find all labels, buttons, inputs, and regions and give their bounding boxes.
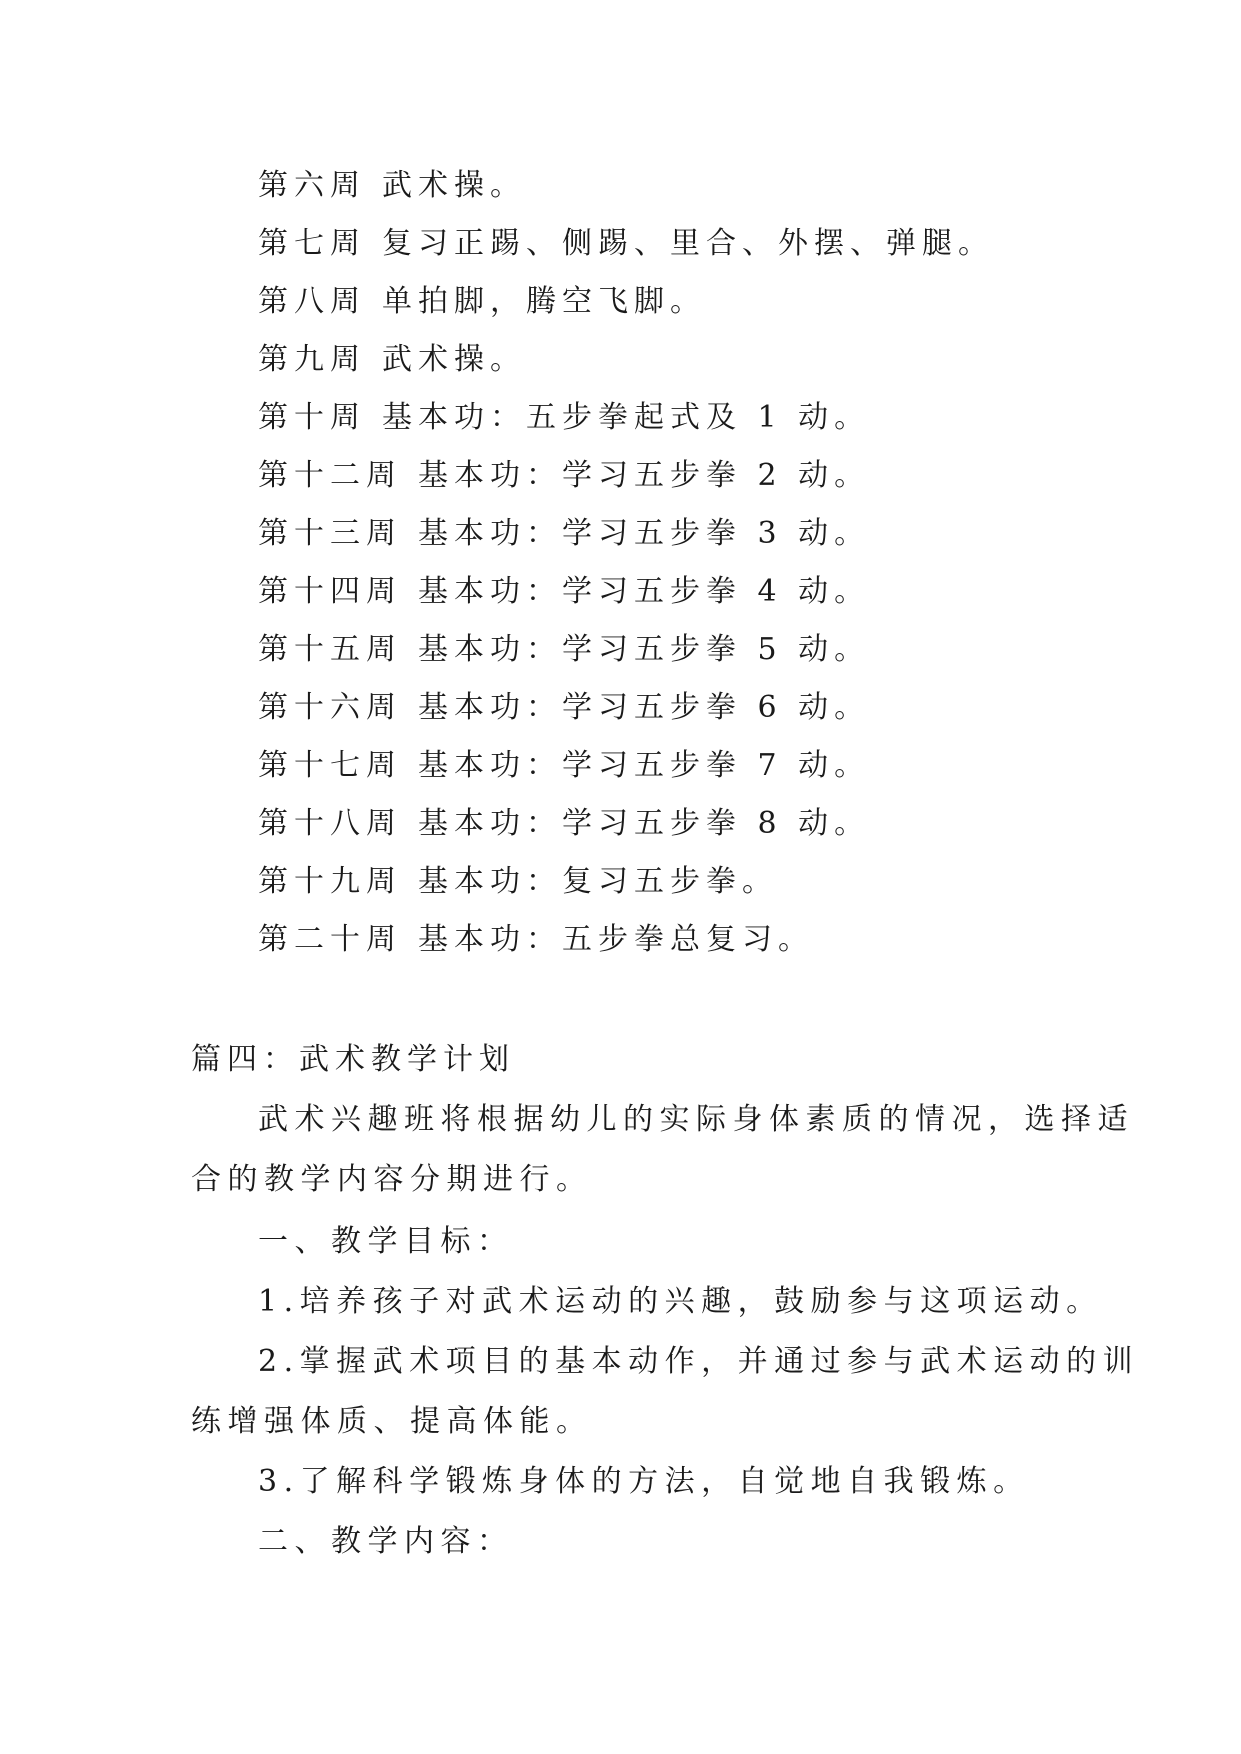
week-content: 基本功：复习五步拳。	[418, 864, 778, 899]
schedule-line	[258, 447, 1158, 505]
week-label: 第十八周	[258, 806, 402, 841]
week-content: 武术操。	[382, 342, 526, 377]
week-label: 第十六周	[258, 690, 402, 725]
section-title: 篇四：武术教学计划	[191, 1042, 515, 1077]
week-label: 第十五周	[258, 632, 402, 667]
week-label: 第十二周	[258, 458, 402, 493]
week-content: 复习正踢、侧踢、里合、外摆、弹腿。	[382, 226, 994, 261]
schedule-line	[258, 795, 1158, 853]
schedule-line	[258, 621, 1158, 679]
goals-heading: 一、教学目标：	[258, 1224, 514, 1259]
weekly-schedule	[258, 157, 1158, 969]
goal-item-continuation: 练增强体质、提高体能。	[191, 1404, 593, 1439]
section-teaching-plan	[191, 1030, 1140, 1572]
intro-paragraph-line: 合的教学内容分期进行。	[191, 1162, 593, 1197]
schedule-line	[258, 505, 1158, 563]
schedule-line	[258, 331, 1158, 389]
week-content: 武术操。	[382, 168, 526, 203]
week-content: 基本功：学习五步拳 5 动。	[418, 632, 871, 667]
week-label: 第十七周	[258, 748, 402, 783]
content-heading: 二、教学内容：	[258, 1524, 514, 1559]
week-label: 第六周	[258, 168, 366, 203]
week-label: 第十四周	[258, 574, 402, 609]
week-label: 第二十周	[258, 922, 402, 957]
schedule-line	[258, 157, 1158, 215]
goal-item: 3.了解科学锻炼身体的方法，自觉地自我锻炼。	[258, 1464, 1030, 1499]
schedule-line	[258, 679, 1158, 737]
goal-item: 2.掌握武术项目的基本动作，并通过参与武术运动的训	[258, 1344, 1140, 1379]
week-content: 基本功：五步拳起式及 1 动。	[382, 400, 871, 435]
week-label: 第九周	[258, 342, 366, 377]
week-content: 基本功：五步拳总复习。	[418, 922, 814, 957]
week-content: 基本功：学习五步拳 8 动。	[418, 806, 871, 841]
schedule-line	[258, 853, 1158, 911]
week-label: 第七周	[258, 226, 366, 261]
week-content: 基本功：学习五步拳 2 动。	[418, 458, 871, 493]
week-label: 第十三周	[258, 516, 402, 551]
schedule-line	[258, 273, 1158, 331]
schedule-line	[258, 389, 1158, 447]
week-label: 第十周	[258, 400, 366, 435]
week-content: 基本功：学习五步拳 3 动。	[418, 516, 871, 551]
week-content: 基本功：学习五步拳 7 动。	[418, 748, 871, 783]
goal-item: 1.培养孩子对武术运动的兴趣，鼓励参与这项运动。	[258, 1284, 1103, 1319]
week-content: 单拍脚，腾空飞脚。	[382, 284, 706, 319]
week-label: 第十九周	[258, 864, 402, 899]
schedule-line	[258, 911, 1158, 969]
schedule-line	[258, 215, 1158, 273]
week-content: 基本功：学习五步拳 4 动。	[418, 574, 871, 609]
schedule-line	[258, 737, 1158, 795]
week-content: 基本功：学习五步拳 6 动。	[418, 690, 871, 725]
schedule-line	[258, 563, 1158, 621]
intro-paragraph-line: 武术兴趣班将根据幼儿的实际身体素质的情况，选择适	[258, 1102, 1134, 1137]
week-label: 第八周	[258, 284, 366, 319]
